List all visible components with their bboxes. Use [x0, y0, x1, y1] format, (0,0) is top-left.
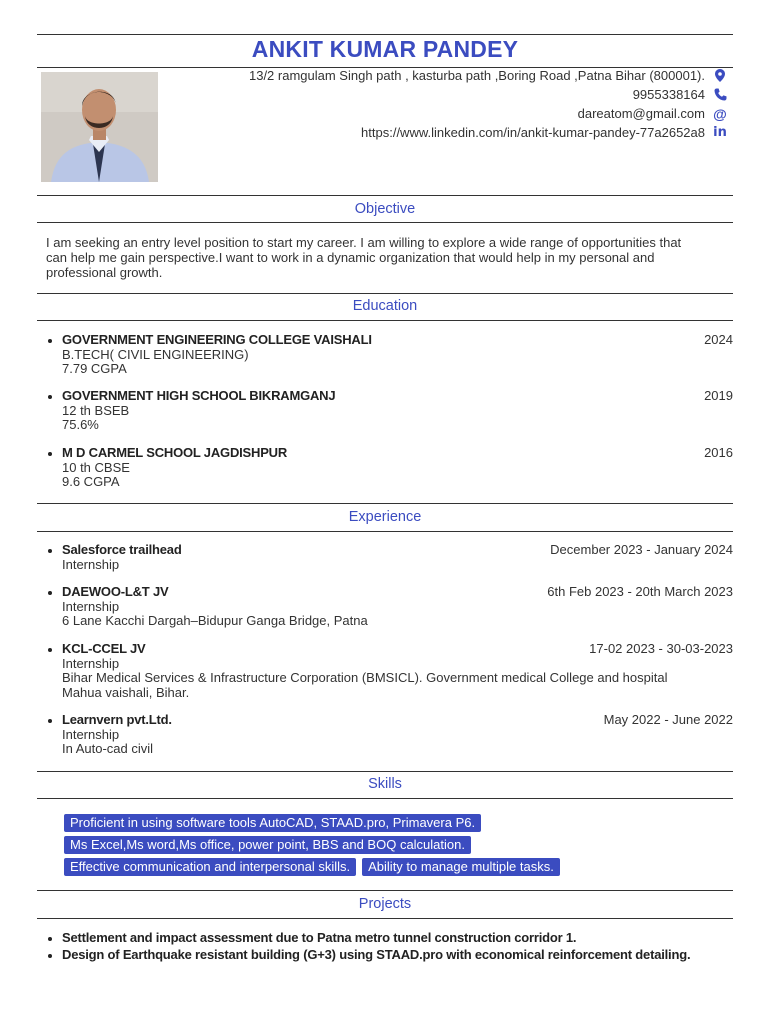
skills-list: [64, 814, 704, 880]
project-item: Design of Earthquake resistant building (G+3) using STAAD.pro with economical reinforcement detailing.: [46, 947, 733, 964]
at-sign-icon: @: [713, 105, 727, 122]
skill-tag: Ability to manage multiple tasks.: [362, 858, 560, 876]
graduation-year: 2019: [704, 388, 733, 403]
role-text: Internship: [62, 726, 120, 742]
graduation-year: 2024: [704, 332, 733, 347]
objective-text: [46, 235, 726, 280]
linkedin-link[interactable]: https://www.linkedin.com/in/ankit-kumar-pandey-77a2652a8: [361, 125, 705, 140]
objective-heading: Objective: [354, 201, 416, 217]
role-text: Internship: [62, 655, 120, 671]
phone-text[interactable]: 9955338164: [632, 87, 705, 102]
objective-line: can help me gain perspective.I want to work in a dynamic organization that would help in my personal and: [46, 250, 655, 265]
profile-photo-illustration: [41, 72, 158, 182]
projects-heading: Projects: [358, 896, 412, 912]
objective-line: professional growth.: [46, 265, 163, 280]
experience-top-rule: [37, 503, 733, 504]
email-line: [227, 106, 727, 121]
project-text: Bihar Medical Services & Infrastructure Corporation (BMSICL). Government medical College and hospital: [62, 670, 668, 685]
candidate-name: ANKIT KUMAR PANDEY: [251, 36, 519, 62]
experience-item: [46, 585, 733, 629]
role-text: Internship: [62, 556, 120, 572]
experience-item: [46, 642, 733, 700]
profile-photo: [41, 72, 158, 182]
education-bottom-rule: [37, 320, 733, 321]
skill-tag: Effective communication and interpersonal skills.: [64, 858, 356, 876]
skills-top-rule: [37, 771, 733, 772]
grade-text: 7.79 CGPA: [62, 361, 127, 376]
graduation-year: 2016: [704, 445, 733, 460]
degree-text: 10 th CBSE: [62, 459, 130, 475]
objective-line: I am seeking an entry level position to start my career. I am willing to explore a wide range of opportunities that: [46, 235, 682, 250]
education-top-rule: [37, 293, 733, 294]
company-name: DAEWOO-L&T JV: [46, 585, 168, 600]
experience-dates: 6th Feb 2023 - 20th March 2023: [547, 584, 733, 599]
objective-top-rule: [37, 195, 733, 196]
experience-heading: Experience: [348, 509, 422, 525]
objective-bottom-rule: [37, 222, 733, 223]
experience-dates: 17-02 2023 - 30-03-2023: [589, 641, 733, 656]
education-item: [46, 446, 733, 490]
address-line: [227, 68, 727, 83]
experience-item: [46, 713, 733, 757]
top-rule: [37, 34, 733, 35]
email-text[interactable]: dareatom@gmail.com: [577, 106, 705, 121]
education-heading: Education: [352, 298, 418, 314]
experience-bottom-rule: [37, 531, 733, 532]
school-name: M D CARMEL SCHOOL JAGDISHPUR: [46, 446, 287, 461]
address-text: 13/2 ramgulam Singh path , kasturba path ,Boring Road ,Patna Bihar (800001).: [248, 68, 705, 83]
experience-dates: May 2022 - June 2022: [603, 712, 733, 727]
projects-bottom-rule: [37, 918, 733, 919]
education-item: [46, 333, 733, 377]
projects-list: [46, 930, 733, 963]
project-item: Settlement and impact assessment due to Patna metro tunnel construction corridor 1.: [46, 930, 733, 947]
grade-text: 75.6%: [62, 417, 99, 432]
school-name: GOVERNMENT HIGH SCHOOL BIKRAMGANJ: [46, 389, 335, 404]
skills-bottom-rule: [37, 798, 733, 799]
location-text: Mahua vaishali, Bihar.: [62, 684, 190, 700]
company-name: Learnvern pvt.Ltd.: [46, 713, 172, 728]
company-name: KCL-CCEL JV: [46, 642, 146, 657]
project-text: 6 Lane Kacchi Dargah–Bidupur Ganga Bridge, Patna: [62, 613, 368, 628]
experience-dates: December 2023 - January 2024: [550, 542, 733, 557]
company-name: Salesforce trailhead: [46, 543, 182, 558]
skill-tag: Ms Excel,Ms word,Ms office, power point, BBS and BOQ calculation.: [64, 836, 471, 854]
experience-item: [46, 543, 733, 572]
linkedin-icon: in: [713, 125, 727, 140]
degree-text: B.TECH( CIVIL ENGINEERING): [62, 346, 249, 362]
skills-heading: Skills: [368, 776, 402, 792]
grade-text: 9.6 CGPA: [62, 474, 120, 489]
school-name: GOVERNMENT ENGINEERING COLLEGE VAISHALI: [46, 333, 372, 348]
project-text: In Auto-cad civil: [62, 741, 154, 756]
phone-line: [227, 87, 727, 102]
skill-tag: Proficient in using software tools AutoCAD, STAAD.pro, Primavera P6.: [64, 814, 481, 832]
education-item: [46, 389, 733, 433]
degree-text: 12 th BSEB: [62, 402, 130, 418]
role-text: Internship: [62, 598, 120, 614]
linkedin-line: [227, 125, 727, 140]
projects-top-rule: [37, 890, 733, 891]
location-pin-icon: [713, 69, 727, 83]
phone-icon: [713, 88, 727, 102]
